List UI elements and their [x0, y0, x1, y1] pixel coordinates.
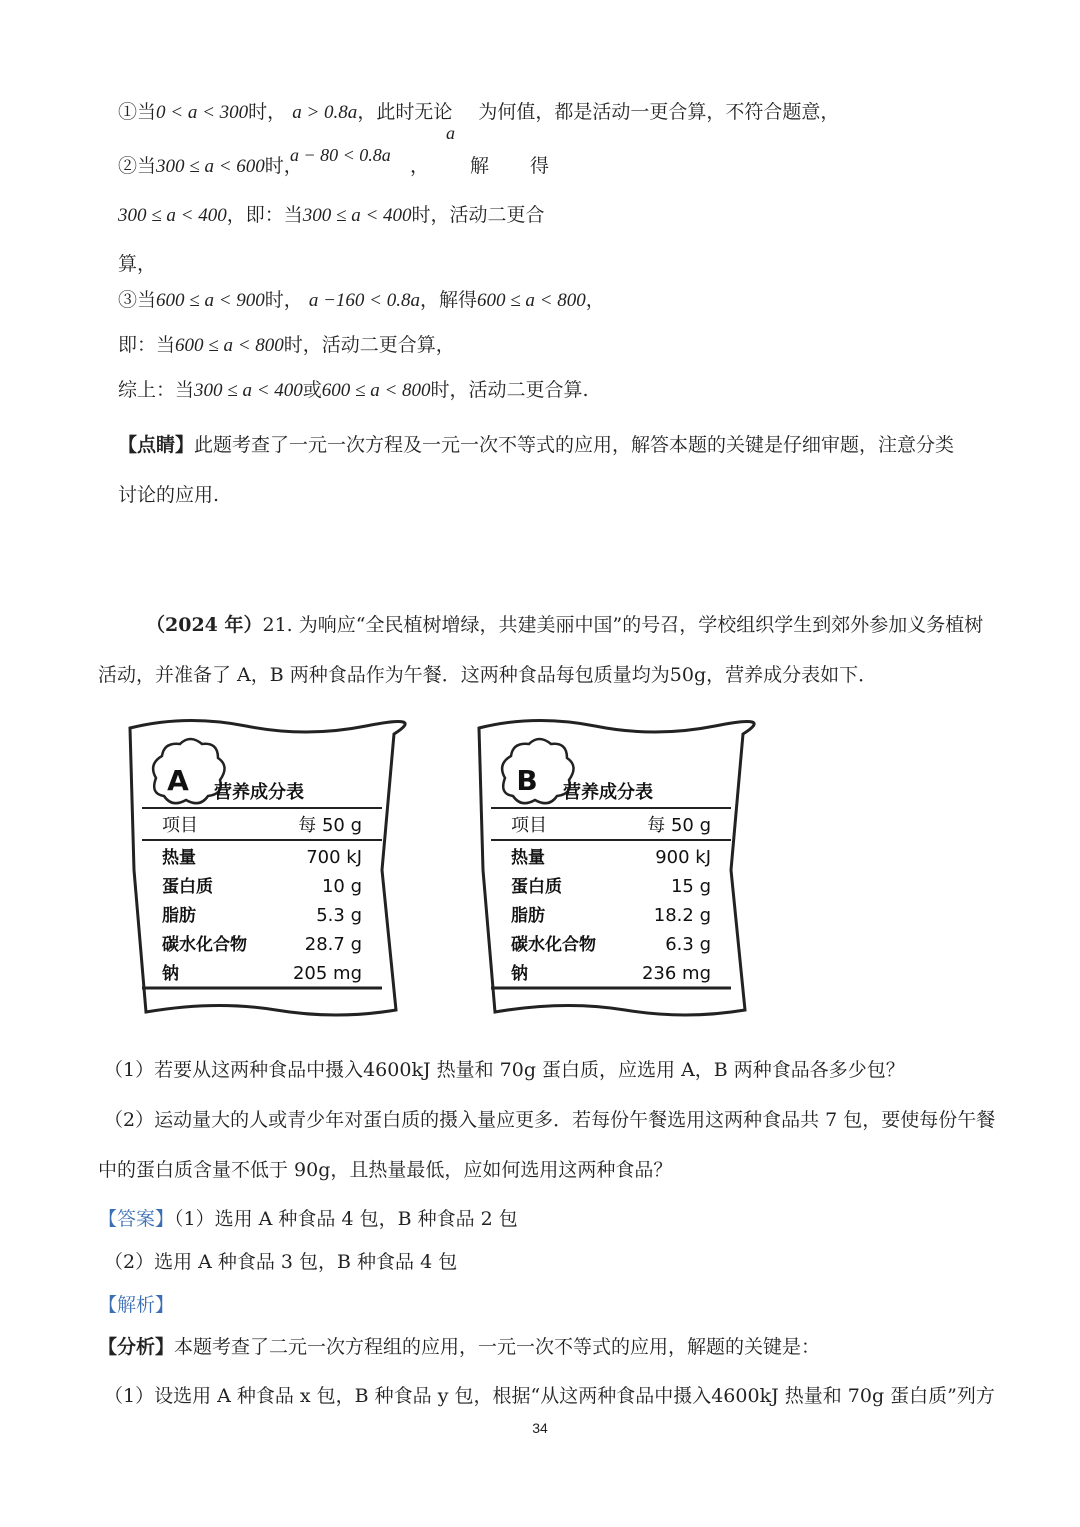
table-title-b: 营养成分表	[563, 782, 653, 803]
case2-jie: 解	[470, 155, 490, 177]
nutrient-value: 900 kJ	[655, 847, 711, 868]
nutrient-value: 5.3 g	[316, 905, 362, 926]
comment-line-1	[118, 436, 954, 455]
summary-range1: 300 ≤ a < 400	[194, 380, 303, 401]
summary-tail: 时，活动二更合算.	[430, 379, 589, 401]
case3-result-line	[118, 336, 455, 355]
nutrient-name: 热量	[511, 848, 545, 868]
nutrient-name: 脂肪	[511, 906, 545, 926]
nutrient-name: 热量	[162, 848, 196, 868]
nutrient-value: 6.3 g	[665, 934, 711, 955]
nutrient-name: 钠	[511, 964, 528, 984]
case2-result-tail: 时，活动二更合	[411, 204, 545, 226]
summary-range2: 600 ≤ a < 800	[321, 380, 431, 401]
case3-mid1: 时，	[264, 289, 303, 311]
analysis-label: 【解析】	[98, 1294, 175, 1316]
case1-inequality: a > 0.8a	[292, 102, 358, 123]
table-header-item: 项目	[511, 815, 547, 836]
case2-result-range2: 300 ≤ a < 400	[302, 205, 412, 226]
case2-prefix: ②当	[118, 155, 157, 177]
case2-end: 算，	[118, 253, 157, 275]
case1-prefix: ①当	[118, 101, 157, 123]
case2-mid1: 时，	[264, 155, 303, 177]
fenxi-label: 【分析】	[98, 1336, 175, 1358]
case2-inequality: a − 80 < 0.8a	[290, 145, 391, 165]
summary-prefix: 综上：当	[118, 379, 195, 401]
answer-line-1	[98, 1210, 518, 1229]
fenxi-text: 本题考查了二元一次方程组的应用，一元一次不等式的应用，解题的关键是：	[174, 1336, 821, 1358]
case2-comma: ，	[410, 155, 430, 177]
badge-letter-a: A	[167, 764, 189, 797]
case1-mid1: 时，	[248, 101, 287, 123]
case3-result-tail: 时，活动二更合算，	[283, 334, 455, 356]
table-header-per: 每 50 g	[298, 815, 362, 836]
comment-text-1: 此题考查了一元一次方程及一元一次不等式的应用，解答本题的关键是仔细审题，注意分类	[194, 434, 955, 456]
nutrient-name: 蛋白质	[511, 877, 562, 897]
answer-2: （2）选用 A 种食品 3 包，B 种食品 4 包	[104, 1251, 458, 1273]
question-2-line-1: （2）运动量大的人或青少年对蛋白质的摄入量应更多．若每份午餐选用这两种食品共 7 包，要使每份午餐	[104, 1109, 996, 1131]
case1-line	[118, 103, 839, 122]
question-1: （1）若要从这两种食品中摄入4600kJ 热量和 70g 蛋白质，应选用 A，B 两种食品各多少包？	[104, 1059, 905, 1081]
problem-year: （2024 年）	[146, 614, 263, 636]
page-number: 34	[532, 1420, 548, 1436]
nutrient-value: 10 g	[321, 876, 362, 897]
case1-condition: 0 < a < 300	[156, 102, 249, 123]
nutrition-tables	[0, 700, 1080, 1040]
nutrient-name: 碳水化合物	[511, 935, 596, 955]
summary-or: 或	[302, 379, 322, 401]
nutrient-value: 700 kJ	[306, 847, 362, 868]
case3-inequality: a −160 < 0.8a	[308, 290, 420, 311]
case1-tail: 为何值，都是活动一更合算，不符合题意，	[478, 101, 840, 123]
nutrient-name: 钠	[162, 964, 179, 984]
question-2-line-2: 中的蛋白质含量不低于 90g，且热量最低，应如何选用这两种食品？	[98, 1159, 673, 1181]
case2-line	[118, 157, 303, 176]
case2-condition: 300 ≤ a < 600	[156, 156, 265, 177]
summary-line	[118, 381, 589, 400]
case3-tail: ，	[585, 289, 605, 311]
case2-de: 得	[530, 155, 550, 177]
case2-result-line	[118, 206, 545, 225]
problem-text-1: 为响应“全民植树增绿，共建美丽中国”的号召，学校组织学生到郊外参加义务植树	[298, 614, 984, 636]
table-header-item: 项目	[162, 815, 198, 836]
answer-label: 【答案】	[98, 1208, 175, 1230]
nutrient-value: 236 mg	[641, 963, 711, 984]
case1-variable: a	[446, 123, 455, 143]
case2-result-mid: ，即：当	[226, 204, 303, 226]
table-header-per: 每 50 g	[647, 815, 711, 836]
table-title-a: 营养成分表	[214, 782, 304, 803]
nutrient-value: 18.2 g	[653, 905, 711, 926]
case3-prefix: ③当	[118, 289, 157, 311]
badge-letter-b: B	[516, 764, 538, 797]
problem-line-2: 活动，并准备了 A，B 两种食品作为午餐．这两种食品每包质量均为50g，营养成分表如下．	[98, 664, 878, 686]
case3-result-range: 600 ≤ a < 800	[175, 335, 284, 356]
nutrient-value: 15 g	[670, 876, 711, 897]
case3-range: 600 ≤ a < 800	[477, 290, 586, 311]
case3-mid2: ，解得	[419, 289, 477, 311]
comment-label: 【点睛】	[118, 434, 195, 456]
analysis-step-1: （1）设选用 A 种食品 x 包，B 种食品 y 包，根据“从这两种食品中摄入4600kJ 热量和 70g 蛋白质”列方	[104, 1385, 995, 1407]
nutrient-value: 205 mg	[292, 963, 362, 984]
comment-line-2: 讨论的应用.	[118, 484, 220, 506]
nutrient-name: 碳水化合物	[162, 935, 247, 955]
nutrient-name: 脂肪	[162, 906, 196, 926]
problem-number: 21.	[262, 614, 293, 636]
problem-line-1	[146, 616, 983, 635]
case3-result-prefix: 即：当	[118, 334, 176, 356]
nutrient-value: 28.7 g	[304, 934, 362, 955]
analysis-fenxi-line	[98, 1338, 820, 1357]
case3-condition: 600 ≤ a < 900	[156, 290, 265, 311]
case3-line	[118, 291, 605, 310]
case1-mid2: ，此时无论	[357, 101, 453, 123]
nutrient-name: 蛋白质	[162, 877, 213, 897]
case2-result-range: 300 ≤ a < 400	[118, 205, 227, 226]
answer-1: （1）选用 A 种食品 4 包，B 种食品 2 包	[174, 1208, 518, 1230]
